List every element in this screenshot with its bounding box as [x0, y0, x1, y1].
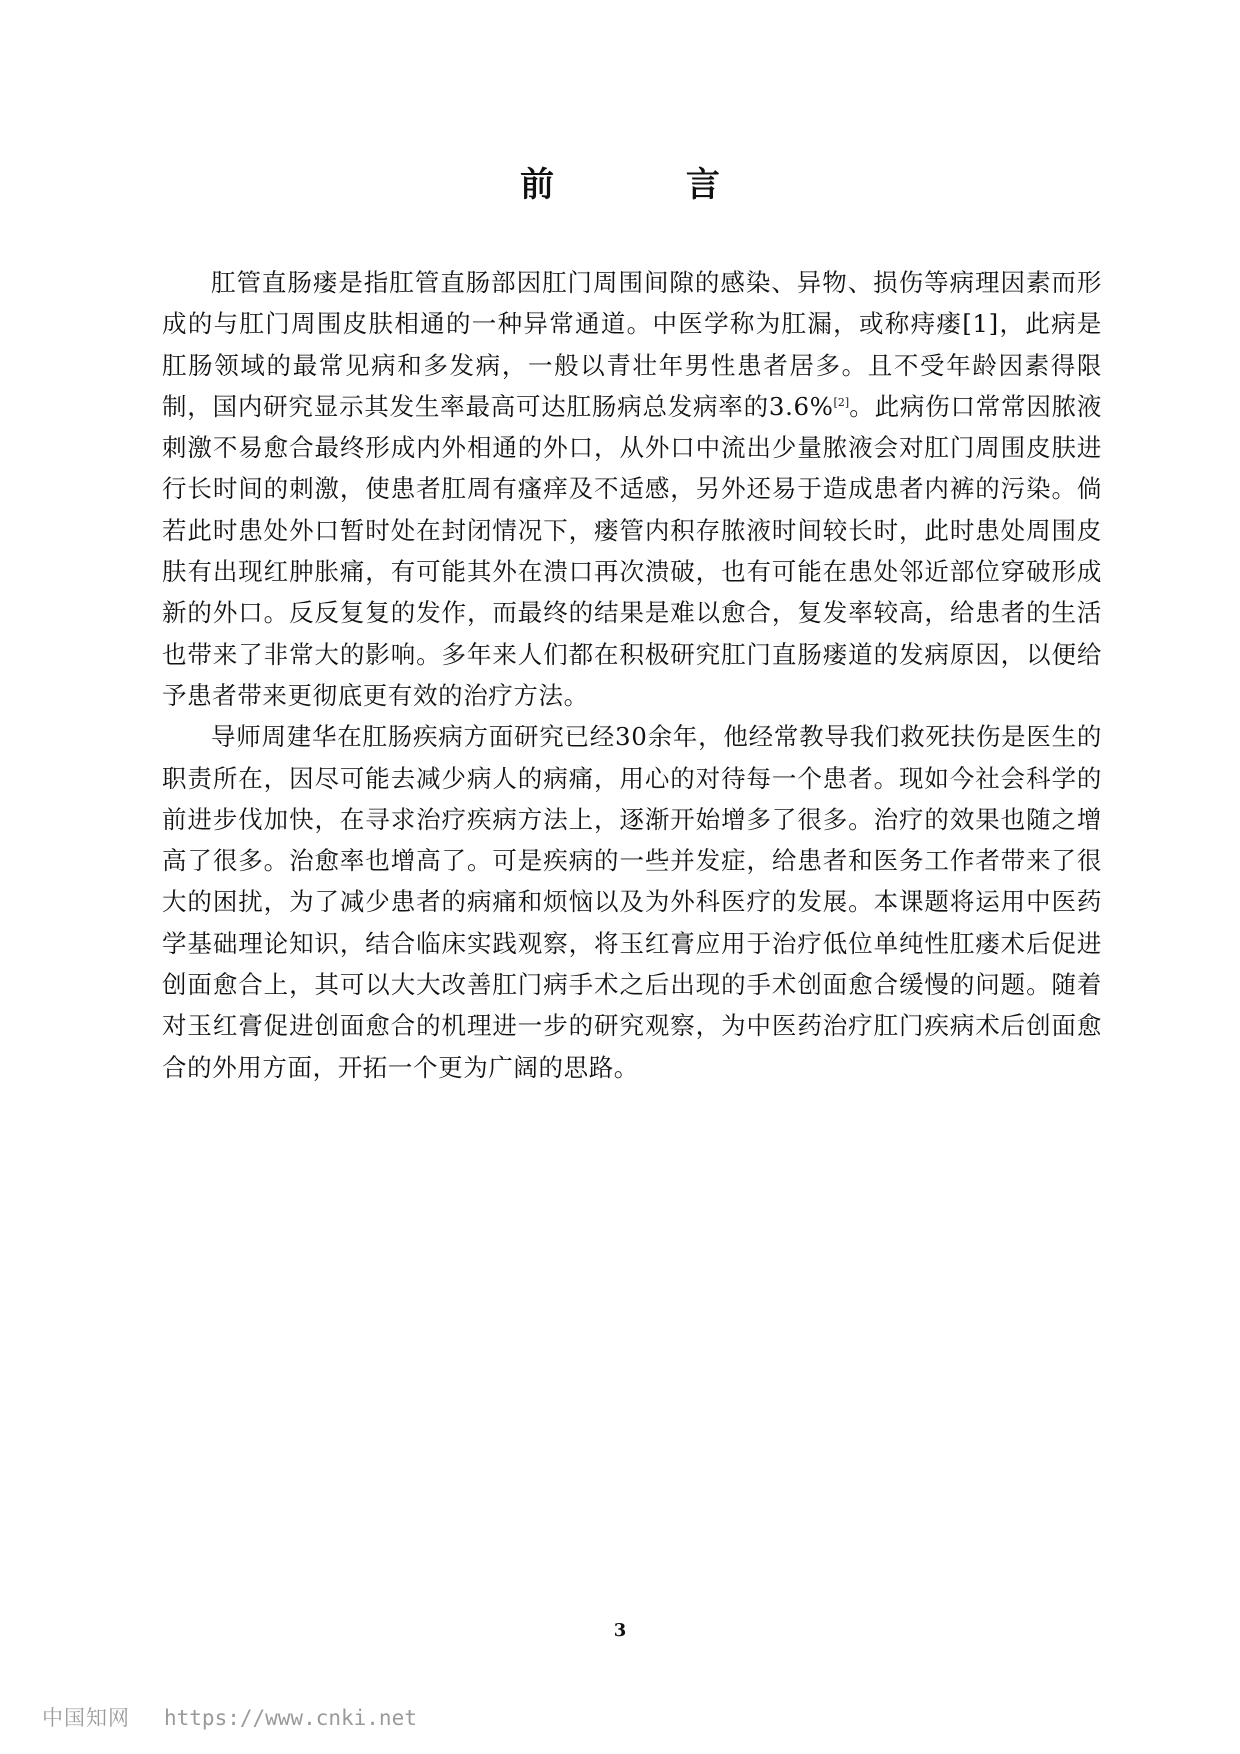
- page-number: 3: [613, 1620, 627, 1641]
- page-title: 前 言: [520, 165, 780, 205]
- paragraph-1-text-cont: 。此病伤口常常因脓液刺激不易愈合最终形成内外相通的外口，从外口中流出少量脓液会对肛门周围皮肤进行长时间的刺激，使患者肛周有瘙痒及不适感，另外还易于造成患者内裤的污染。倘若此时患处外口暂时处在封闭情况下，瘘管内积存脓液时间较长时，此时患处周围皮肤有出现红肿胀痛，有可能其外在溃口再次溃破，也有可能在患处邻近部位穿破形成新的外口。反反复复的发作，而最终的结果是难以愈合，复发率较高，给患者的生活也带来了非常大的影响。多年来人们都在积极研究肛门直肠瘘道的发病原因，以便给予患者带来更彻底更有效的治疗方法。: [162, 391, 1102, 710]
- watermark-url[interactable]: https://www.cnki.net: [164, 1706, 417, 1730]
- paragraph-2: 导师周建华在肛肠疾病方面研究已经30余年，他经常教导我们救死扶伤是医生的职责所在，因尽可能去减少病人的病痛，用心的对待每一个患者。现如今社会科学的前进步伐加快，在寻求治疗疾病方法上，逐渐开始增多了很多。治疗的效果也随之增高了很多。治愈率也增高了。可是疾病的一些并发症，给患者和医务工作者带来了很大的困扰，为了减少患者的病痛和烦恼以及为外科医疗的发展。本课题将运用中医药学基础理论知识，结合临床实践观察，将玉红膏应用于治疗低位单纯性肛瘘术后促进创面愈合上，其可以大大改善肛门病手术之后出现的手术创面愈合缓慢的问题。随着对玉红膏促进创面愈合的机理进一步的研究观察，为中医药治疗肛门疾病术后创面愈合的外用方面，开拓一个更为广阔的思路。: [162, 722, 1102, 1082]
- cnki-watermark: [42, 1702, 417, 1732]
- watermark-name: 中国知网: [42, 1706, 130, 1730]
- paragraph-1-text: 肛管直肠瘘是指肛管直肠部因肛门周围间隙的感染、异物、损伤等病理因素而形成的与肛门周围皮肤相通的一种异常通道。中医学称为肛漏，或称痔瘘[1]，此病是肛肠领域的最常见病和多发病，一般以青壮年男性患者居多。且不受年龄因素得限制，国内研究显示其发生率最高可达肛肠病总发病率的3.6%: [162, 268, 1102, 421]
- citation-ref-2[interactable]: [2]: [833, 395, 850, 409]
- body-text: [162, 262, 1102, 1088]
- paragraph-1: [162, 262, 1102, 716]
